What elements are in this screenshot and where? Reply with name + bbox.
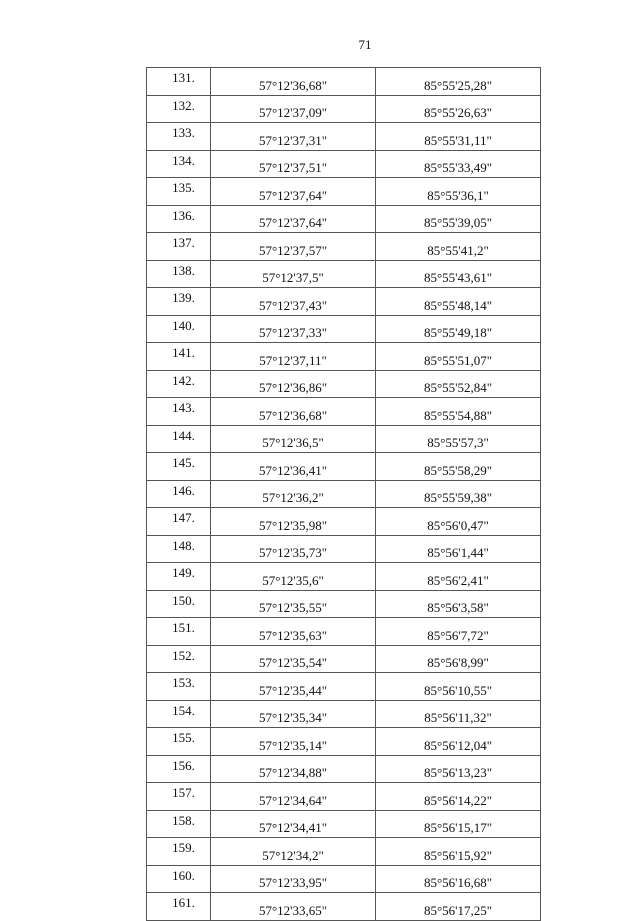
longitude-cell: 85°55'26,63": [376, 95, 541, 123]
longitude-cell: 85°56'15,92": [376, 838, 541, 866]
longitude-cell: 85°55'48,14": [376, 288, 541, 316]
longitude-cell: 85°56'2,41": [376, 563, 541, 591]
latitude-cell: 57°12'35,44": [211, 673, 376, 701]
point-number-cell: 152.: [147, 645, 211, 673]
latitude-cell: 57°12'33,65": [211, 893, 376, 921]
point-number-cell: 161.: [147, 893, 211, 921]
longitude-cell: 85°55'25,28": [376, 68, 541, 96]
longitude-cell: 85°56'8,99": [376, 645, 541, 673]
point-number-cell: 139.: [147, 288, 211, 316]
point-number-cell: 132.: [147, 95, 211, 123]
longitude-cell: 85°56'17,25": [376, 893, 541, 921]
table-row: [147, 288, 541, 316]
point-number-cell: 148.: [147, 535, 211, 563]
table-row: [147, 673, 541, 701]
point-number-cell: 136.: [147, 205, 211, 233]
point-number-cell: 153.: [147, 673, 211, 701]
longitude-cell: 85°55'49,18": [376, 315, 541, 343]
latitude-cell: 57°12'36,68": [211, 68, 376, 96]
point-number-cell: 159.: [147, 838, 211, 866]
latitude-cell: 57°12'35,98": [211, 508, 376, 536]
page-number: 71: [358, 37, 372, 52]
point-number-cell: 151.: [147, 618, 211, 646]
point-number-cell: 137.: [147, 233, 211, 261]
table-row: [147, 233, 541, 261]
table-row: [147, 343, 541, 371]
longitude-cell: 85°56'10,55": [376, 673, 541, 701]
point-number-cell: 155.: [147, 728, 211, 756]
longitude-cell: 85°56'1,44": [376, 535, 541, 563]
table-row: [147, 398, 541, 426]
longitude-cell: 85°55'31,11": [376, 123, 541, 151]
longitude-cell: 85°55'36,1": [376, 178, 541, 206]
longitude-cell: 85°56'7,72": [376, 618, 541, 646]
longitude-cell: 85°55'59,38": [376, 480, 541, 508]
latitude-cell: 57°12'35,63": [211, 618, 376, 646]
table-row: [147, 700, 541, 728]
table-row: [147, 728, 541, 756]
longitude-cell: 85°56'15,17": [376, 810, 541, 838]
latitude-cell: 57°12'34,88": [211, 755, 376, 783]
longitude-cell: 85°55'57,3": [376, 425, 541, 453]
longitude-cell: 85°56'11,32": [376, 700, 541, 728]
point-number-cell: 158.: [147, 810, 211, 838]
longitude-cell: 85°55'58,29": [376, 453, 541, 481]
latitude-cell: 57°12'35,6": [211, 563, 376, 591]
latitude-cell: 57°12'35,14": [211, 728, 376, 756]
table-row: [147, 893, 541, 921]
point-number-cell: 156.: [147, 755, 211, 783]
longitude-cell: 85°56'12,04": [376, 728, 541, 756]
point-number-cell: 143.: [147, 398, 211, 426]
longitude-cell: 85°55'43,61": [376, 260, 541, 288]
latitude-cell: 57°12'37,31": [211, 123, 376, 151]
latitude-cell: 57°12'34,64": [211, 783, 376, 811]
longitude-cell: 85°55'51,07": [376, 343, 541, 371]
table-row: [147, 205, 541, 233]
latitude-cell: 57°12'37,11": [211, 343, 376, 371]
point-number-cell: 135.: [147, 178, 211, 206]
point-number-cell: 145.: [147, 453, 211, 481]
point-number-cell: 140.: [147, 315, 211, 343]
table-row: [147, 68, 541, 96]
point-number-cell: 157.: [147, 783, 211, 811]
latitude-cell: 57°12'37,57": [211, 233, 376, 261]
latitude-cell: 57°12'34,41": [211, 810, 376, 838]
latitude-cell: 57°12'37,5": [211, 260, 376, 288]
point-number-cell: 149.: [147, 563, 211, 591]
table-row: [147, 425, 541, 453]
table-row: [147, 453, 541, 481]
latitude-cell: 57°12'37,51": [211, 150, 376, 178]
latitude-cell: 57°12'35,73": [211, 535, 376, 563]
longitude-cell: 85°55'52,84": [376, 370, 541, 398]
longitude-cell: 85°55'41,2": [376, 233, 541, 261]
longitude-cell: 85°56'13,23": [376, 755, 541, 783]
latitude-cell: 57°12'35,34": [211, 700, 376, 728]
point-number-cell: 134.: [147, 150, 211, 178]
table-row: [147, 178, 541, 206]
longitude-cell: 85°55'54,88": [376, 398, 541, 426]
point-number-cell: 144.: [147, 425, 211, 453]
point-number-cell: 150.: [147, 590, 211, 618]
table-row: [147, 810, 541, 838]
table-row: [147, 123, 541, 151]
longitude-cell: 85°55'39,05": [376, 205, 541, 233]
longitude-cell: 85°55'33,49": [376, 150, 541, 178]
table-row: [147, 508, 541, 536]
latitude-cell: 57°12'35,55": [211, 590, 376, 618]
point-number-cell: 133.: [147, 123, 211, 151]
point-number-cell: 154.: [147, 700, 211, 728]
table-row: [147, 865, 541, 893]
latitude-cell: 57°12'36,2": [211, 480, 376, 508]
latitude-cell: 57°12'36,5": [211, 425, 376, 453]
latitude-cell: 57°12'36,68": [211, 398, 376, 426]
table-row: [147, 370, 541, 398]
point-number-cell: 138.: [147, 260, 211, 288]
longitude-cell: 85°56'3,58": [376, 590, 541, 618]
table-row: [147, 618, 541, 646]
table-row: [147, 563, 541, 591]
table-row: [147, 645, 541, 673]
latitude-cell: 57°12'37,64": [211, 205, 376, 233]
table-row: [147, 755, 541, 783]
latitude-cell: 57°12'36,41": [211, 453, 376, 481]
table-row: [147, 95, 541, 123]
point-number-cell: 142.: [147, 370, 211, 398]
longitude-cell: 85°56'14,22": [376, 783, 541, 811]
table-row: [147, 590, 541, 618]
latitude-cell: 57°12'37,43": [211, 288, 376, 316]
point-number-cell: 146.: [147, 480, 211, 508]
table-row: [147, 315, 541, 343]
coordinates-table-body: [147, 68, 541, 921]
table-row: [147, 838, 541, 866]
point-number-cell: 147.: [147, 508, 211, 536]
latitude-cell: 57°12'37,33": [211, 315, 376, 343]
latitude-cell: 57°12'35,54": [211, 645, 376, 673]
longitude-cell: 85°56'16,68": [376, 865, 541, 893]
latitude-cell: 57°12'34,2": [211, 838, 376, 866]
latitude-cell: 57°12'33,95": [211, 865, 376, 893]
point-number-cell: 141.: [147, 343, 211, 371]
latitude-cell: 57°12'37,64": [211, 178, 376, 206]
table-row: [147, 480, 541, 508]
table-row: [147, 783, 541, 811]
latitude-cell: 57°12'36,86": [211, 370, 376, 398]
coordinates-table: [146, 67, 541, 921]
point-number-cell: 131.: [147, 68, 211, 96]
longitude-cell: 85°56'0,47": [376, 508, 541, 536]
point-number-cell: 160.: [147, 865, 211, 893]
table-row: [147, 150, 541, 178]
latitude-cell: 57°12'37,09": [211, 95, 376, 123]
table-row: [147, 535, 541, 563]
table-row: [147, 260, 541, 288]
